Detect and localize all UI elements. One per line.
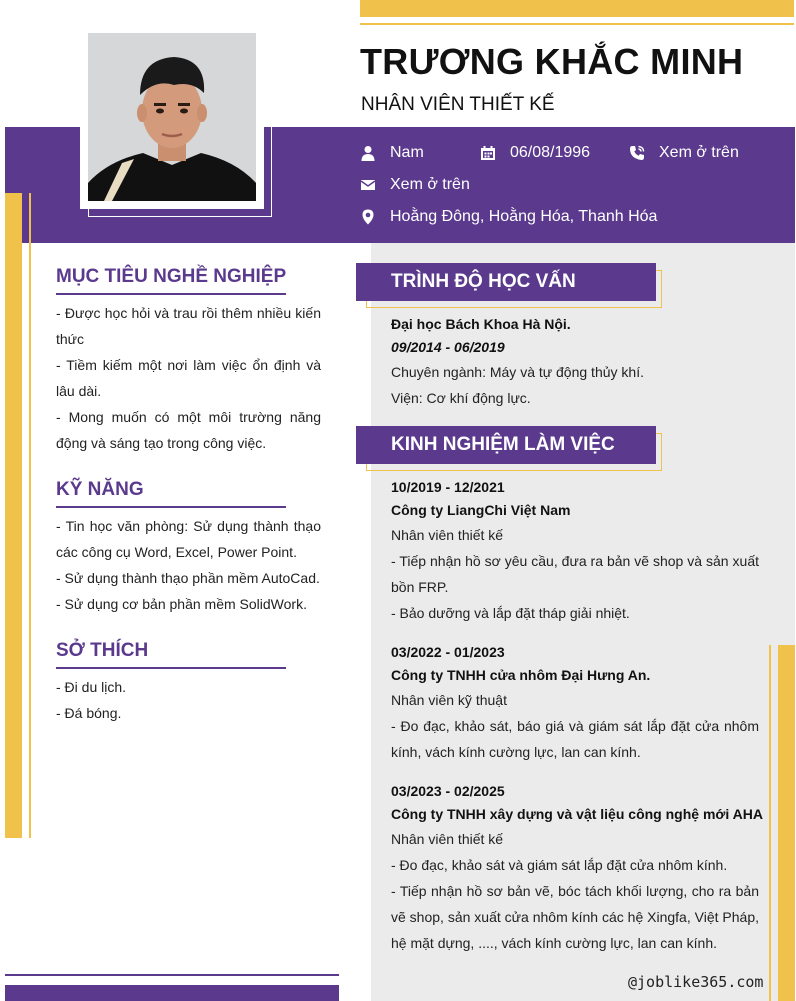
left-accent-line: [29, 193, 31, 838]
education-period: 09/2014 - 06/2019: [391, 339, 505, 355]
candidate-position: NHÂN VIÊN THIẾT KẾ: [361, 94, 555, 115]
left-accent-bar: [5, 193, 22, 838]
objective-item: - Được học hỏi và trau rồi thêm nhiều kiến thức: [56, 305, 321, 347]
job-duty: - Bảo dưỡng và lắp đặt tháp giải nhiệt.: [391, 605, 630, 621]
job-company: Công ty TNHH xây dựng và vật liệu công nghệ mới AHA: [391, 806, 763, 822]
skills-title: KỸ NĂNG: [56, 479, 144, 500]
hobbies-body: [56, 674, 321, 726]
objective-body: [56, 300, 321, 456]
skill-item: - Sử dụng cơ bản phần mềm SolidWork.: [56, 596, 307, 612]
job-duties: [391, 548, 759, 626]
job-period: 03/2022 - 01/2023: [391, 644, 505, 660]
objective-item: - Mong muốn có một môi trường năng động và sáng tạo trong công việc.: [56, 409, 321, 451]
objective-title: MỤC TIÊU NGHỀ NGHIỆP: [56, 266, 287, 287]
hobbies-rule: [56, 667, 286, 669]
education-institute: Viện: Cơ khí động lực.: [391, 390, 531, 406]
email-value: Xem ở trên: [390, 176, 470, 193]
skill-item: - Tin học văn phòng: Sử dụng thành thạo các công cụ Word, Excel, Power Point.: [56, 518, 321, 560]
job-role: Nhân viên kỹ thuật: [391, 692, 507, 708]
location-pin-icon: [360, 209, 376, 225]
job-period: 10/2019 - 12/2021: [391, 479, 505, 495]
job-company: Công ty LiangChi Việt Nam: [391, 502, 571, 518]
email-info: [360, 176, 470, 194]
objective-item: - Tiềm kiếm một nơi làm việc ổn định và lâu dài.: [56, 357, 321, 399]
top-accent-bar: [360, 0, 794, 17]
job-duty: - Đo đạc, khảo sát, báo giá và giám sát lắp đặt cửa nhôm kính, vách kính cường lực, lan can kính.: [391, 718, 759, 760]
job-duties: [391, 852, 759, 956]
hobbies-title: SỞ THÍCH: [56, 640, 149, 661]
job-duty: - Tiếp nhận hồ sơ yêu cầu, đưa ra bản vẽ shop và sản xuất bồn FRP.: [391, 553, 759, 595]
address-info: [360, 208, 657, 226]
skill-item: - Sử dụng thành thạo phần mềm AutoCad.: [56, 570, 320, 586]
bottom-accent-bar: [5, 985, 339, 1001]
job-duties: [391, 713, 759, 765]
objective-rule: [56, 293, 286, 295]
skills-rule: [56, 506, 286, 508]
address-value: Hoằng Đông, Hoằng Hóa, Thanh Hóa: [390, 208, 658, 225]
hobby-item: - Đá bóng.: [56, 705, 122, 721]
watermark: @joblike365.com: [628, 973, 764, 991]
job-company: Công ty TNHH cửa nhôm Đại Hưng An.: [391, 667, 651, 683]
avatar: [88, 33, 256, 201]
calendar-icon: [480, 145, 496, 161]
right-accent-bar: [778, 645, 795, 1001]
job-duty: - Tiếp nhận hồ sơ bản vẽ, bóc tách khối lượng, cho ra bản vẽ shop, sản xuất cửa nhôm kính các hệ Xingfa, Việt Pháp, hệ mặt dựng, ...., vách kính cường lực, lan can kính.: [391, 883, 759, 951]
envelope-icon: [360, 177, 376, 193]
phone-info: [629, 144, 739, 162]
user-icon: [360, 145, 376, 161]
dob-info: [480, 144, 590, 162]
job-duty: - Đo đạc, khảo sát và giám sát lắp đặt cửa nhôm kính.: [391, 857, 728, 873]
bottom-accent-line: [5, 974, 339, 976]
education-title: TRÌNH ĐỘ HỌC VẤN: [391, 271, 576, 292]
top-accent-line: [360, 23, 794, 25]
job-period: 03/2023 - 02/2025: [391, 783, 505, 799]
skills-body: [56, 513, 321, 617]
education-major: Chuyên ngành: Máy và tự động thủy khí.: [391, 364, 644, 380]
phone-icon: [629, 145, 645, 161]
dob-value: 06/08/1996: [510, 144, 591, 161]
gender-value: Nam: [390, 144, 424, 161]
education-school: Đại học Bách Khoa Hà Nội.: [391, 316, 571, 332]
gender-info: [360, 144, 424, 162]
candidate-name: TRƯƠNG KHẮC MINH: [360, 41, 744, 82]
job-role: Nhân viên thiết kế: [391, 527, 504, 543]
job-role: Nhân viên thiết kế: [391, 831, 504, 847]
experience-title: KINH NGHIỆM LÀM VIỆC: [391, 434, 615, 455]
right-accent-line: [769, 645, 771, 1001]
hobby-item: - Đi du lịch.: [56, 679, 127, 695]
phone-value: Xem ở trên: [659, 144, 739, 161]
avatar-portrait: [88, 33, 256, 201]
